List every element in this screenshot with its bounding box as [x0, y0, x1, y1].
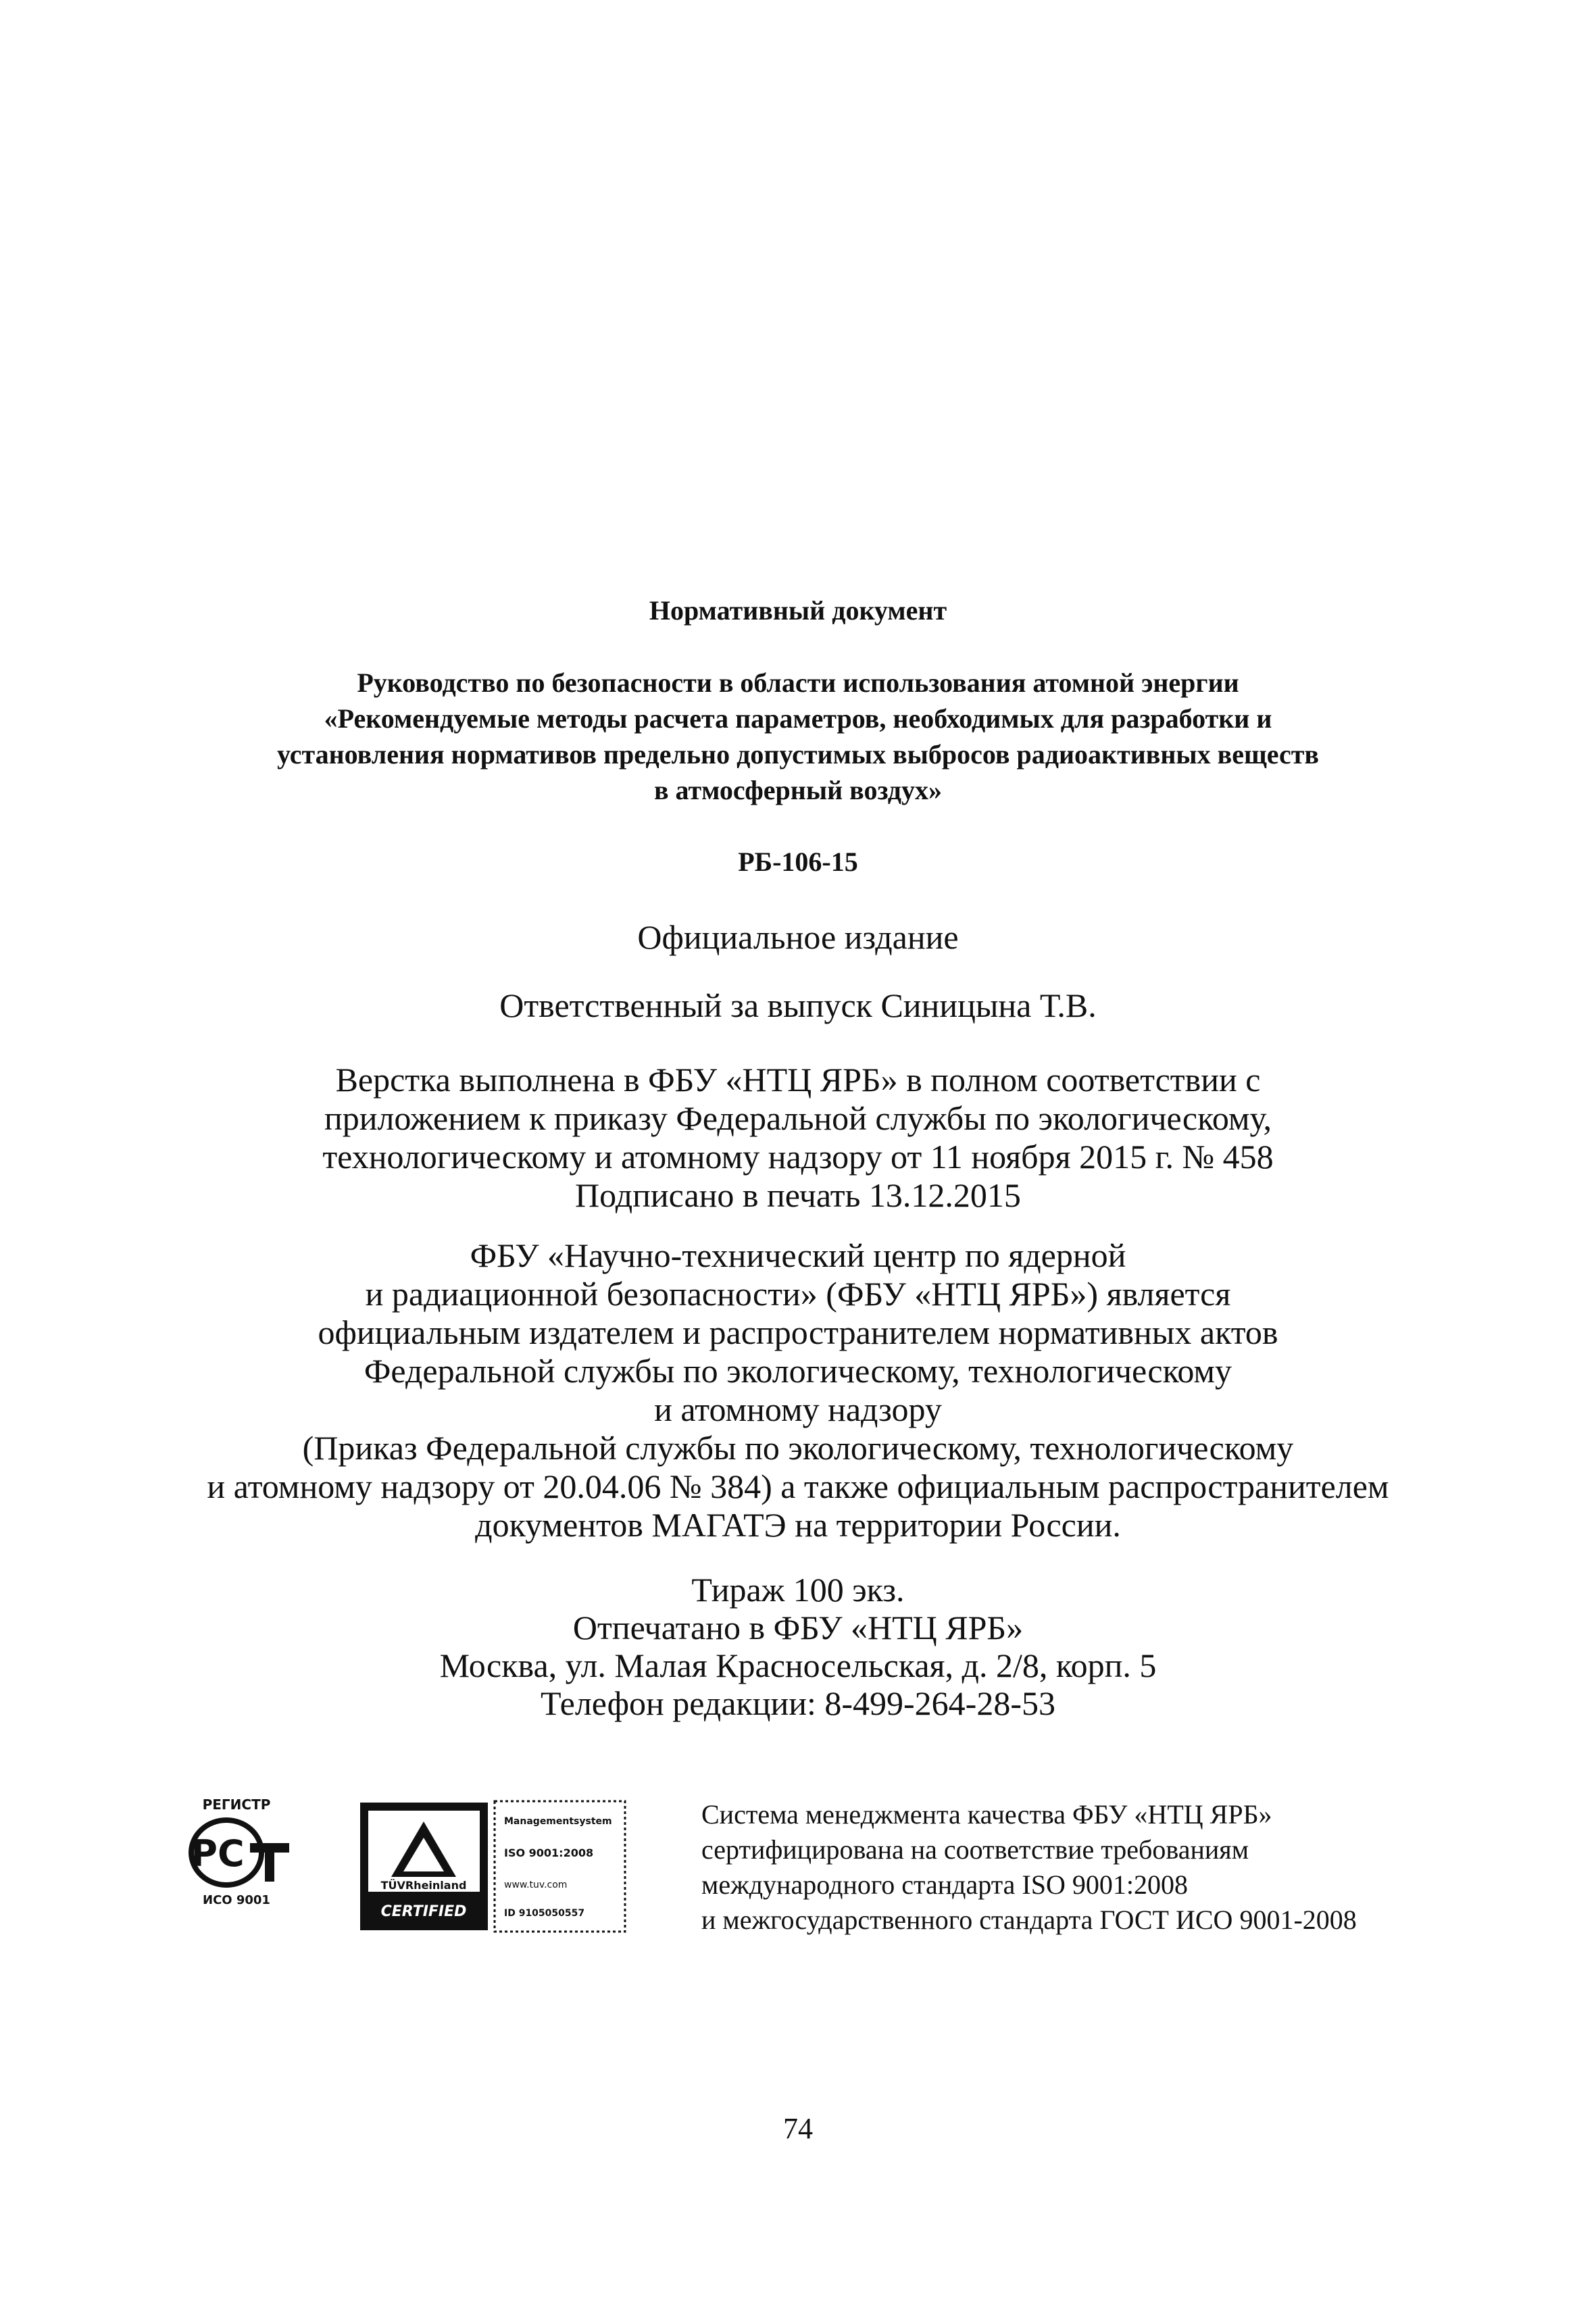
tuv-brand: TÜVRheinland [380, 1879, 467, 1892]
print-info-line: Москва, ул. Малая Красносельская, д. 2/8, корп. 5 [439, 1646, 1157, 1684]
mgmt-line: ISO 9001:2008 [504, 1846, 594, 1859]
document-type-label: Нормативный документ [649, 595, 947, 626]
guide-title-line: Руководство по безопасности в области использования атомной энергии [357, 668, 1239, 698]
guide-title-line: «Рекомендуемые методы расчета параметров, необходимых для разработки и [324, 703, 1272, 734]
tuv-badge: CERTIFIED [380, 1903, 467, 1920]
document-code: РБ-106-15 [738, 847, 858, 877]
certification-statement [701, 1797, 1357, 1938]
publisher-line: и атомному надзору [654, 1390, 942, 1428]
mgmt-line: Managementsystem [504, 1816, 612, 1827]
rst-mark: РС [191, 1832, 245, 1875]
publisher-line: и атомному надзору от 20.04.06 № 384) а также официальным распространителем [207, 1467, 1389, 1505]
responsible-person: Ответственный за выпуск Синицына Т.В. [499, 986, 1097, 1024]
tuv-certified-icon [355, 1797, 493, 1936]
layout-note [0, 1061, 1596, 1215]
publisher-line: ФБУ «Научно-технический центр по ядерной [470, 1236, 1126, 1274]
publisher-line: документов МАГАТЭ на территории России. [475, 1506, 1121, 1544]
certification-line: сертифицирована на соответствие требованиям [701, 1834, 1249, 1865]
mgmt-line: www.tuv.com [504, 1880, 568, 1890]
publisher-line: Федеральной службы по экологическому, технологическому [364, 1352, 1232, 1390]
print-info-line: Отпечатано в ФБУ «НТЦ ЯРБ» [572, 1609, 1024, 1646]
print-info-line: Тираж 100 экз. [691, 1571, 905, 1609]
publisher-line: (Приказ Федеральной службы по экологическому, технологическому [302, 1429, 1294, 1467]
certification-line: и межгосударственного стандарта ГОСТ ИСО 9001-2008 [701, 1905, 1357, 1935]
layout-note-line: Подписано в печать 13.12.2015 [575, 1176, 1021, 1214]
certification-line: международного стандарта ISO 9001:2008 [701, 1869, 1188, 1900]
mgmt-line: ID 9105050557 [504, 1908, 585, 1919]
rst-certification-mark-icon [169, 1790, 304, 1912]
edition-label: Официальное издание [637, 918, 959, 956]
layout-note-line: технологическому и атомному надзору от 11 ноября 2015 г. № 458 [322, 1138, 1274, 1176]
guide-title-line: в атмосферный воздух» [653, 775, 943, 805]
rst-bottom-text: ИСО 9001 [203, 1893, 270, 1907]
page-number: 74 [783, 2112, 813, 2145]
publisher-statement [0, 1236, 1596, 1544]
publisher-line: и радиационной безопасности» (ФБУ «НТЦ ЯРБ») является [365, 1275, 1231, 1313]
publisher-line: официальным издателем и распространителем нормативных актов [318, 1313, 1278, 1351]
layout-note-line: приложением к приказу Федеральной службы по экологическому, [324, 1099, 1272, 1137]
layout-note-line: Верстка выполнена в ФБУ «НТЦ ЯРБ» в полном соответствии с [335, 1061, 1261, 1099]
certification-line: Система менеджмента качества ФБУ «НТЦ ЯРБ» [701, 1799, 1272, 1830]
guide-title [0, 665, 1596, 808]
guide-title-line: установления нормативов предельно допустимых выбросов радиоактивных веществ [276, 739, 1320, 770]
print-info [0, 1571, 1596, 1722]
management-system-stamp-icon [491, 1797, 629, 1936]
print-info-line: Телефон редакции: 8-499-264-28-53 [541, 1684, 1055, 1722]
rst-top-text: РЕГИСТР [202, 1796, 271, 1813]
